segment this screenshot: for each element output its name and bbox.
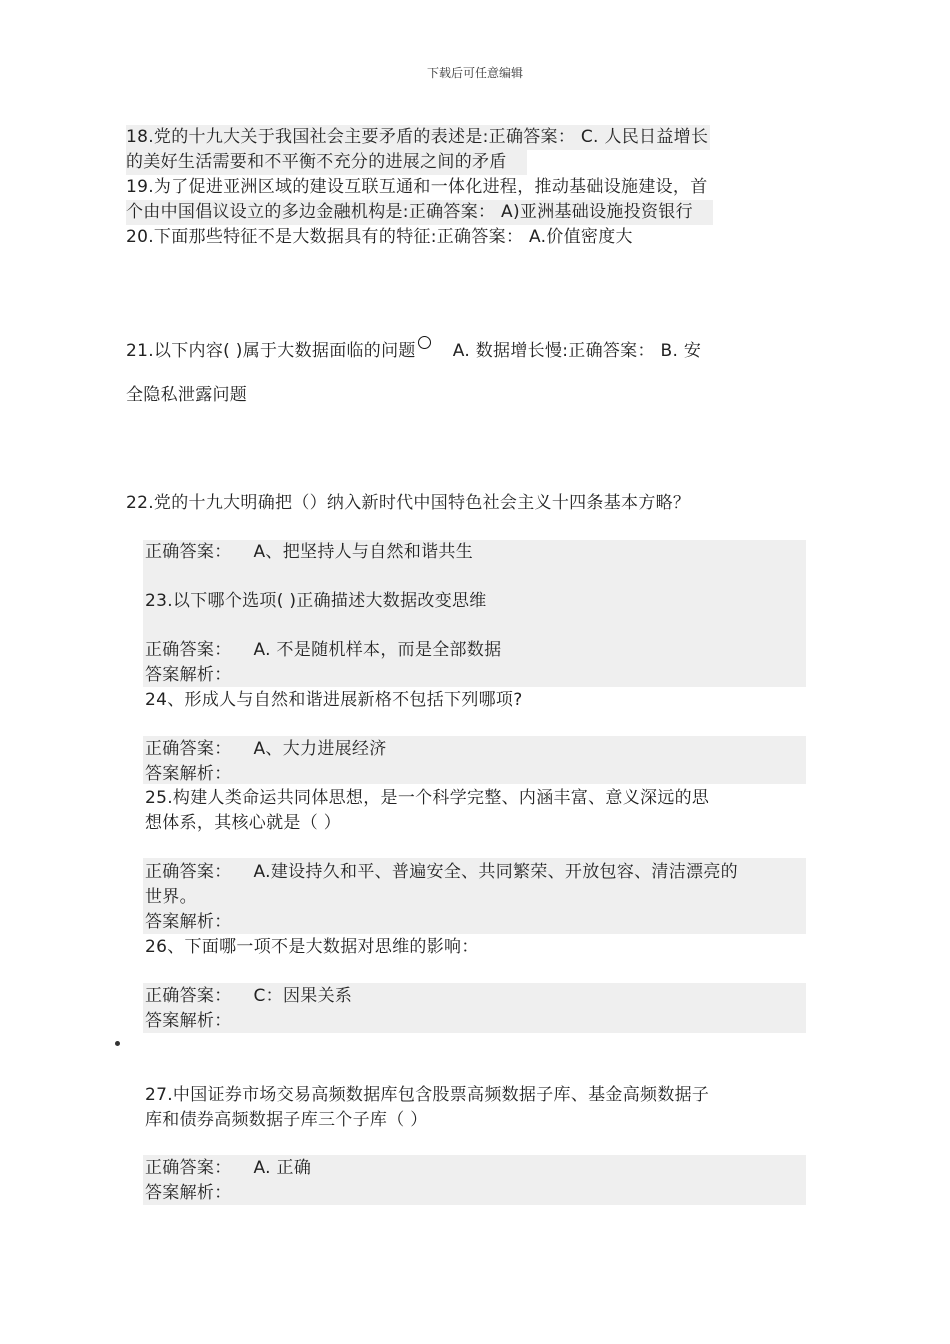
answer-text: A、把坚持人与自然和谐共生 — [253, 542, 474, 562]
answer-text: C：因果关系 — [253, 986, 353, 1006]
q21-line1 — [126, 339, 701, 364]
page-header: 下载后可任意编辑 — [426, 66, 523, 80]
q23-question: 23.以下哪个选项( )正确描述大数据改变思维 — [145, 591, 487, 611]
q21-line2: 全隐私泄露问题 — [126, 385, 248, 405]
q18-line2: 的美好生活需要和不平衡不充分的进展之间的矛盾 — [126, 150, 527, 175]
answer-label: 正确答案： — [145, 640, 232, 660]
q24-analysis: 答案解析： — [145, 764, 232, 784]
q20-line: 20.下面那些特征不是大数据具有的特征:正确答案： A.价值密度大 — [126, 227, 633, 247]
answer-label: 正确答案： — [145, 1158, 232, 1178]
circle-mark-icon — [418, 336, 431, 349]
q23-analysis: 答案解析： — [145, 665, 232, 685]
q25-answer-line1 — [145, 860, 738, 885]
q21-question: 21.以下内容( )属于大数据面临的问题 — [126, 341, 416, 361]
answer-text: A.建设持久和平、普遍安全、共同繁荣、开放包容、清洁漂亮的 — [253, 862, 738, 882]
q22-question: 22.党的十九大明确把（）纳入新时代中国特色社会主义十四条基本方略？ — [126, 493, 691, 513]
answer-label: 正确答案： — [145, 986, 232, 1006]
answer-label: 正确答案： — [145, 739, 232, 759]
q18-line1: 18.党的十九大关于我国社会主要矛盾的表述是:正确答案： C. 人民日益增长 — [126, 125, 710, 150]
bullet-icon — [115, 1041, 120, 1046]
q24-answer — [145, 737, 387, 762]
answer-text: A. 正确 — [253, 1158, 312, 1178]
q24-question: 24、形成人与自然和谐进展新格不包括下列哪项? — [145, 690, 523, 710]
q25-question-line2: 想体系，其核心就是（ ） — [145, 813, 342, 833]
q26-question: 26、下面哪一项不是大数据对思维的影响： — [145, 937, 479, 957]
answer-text: A、大力进展经济 — [253, 739, 387, 759]
q25-question-line1: 25.构建人类命运共同体思想，是一个科学完整、内涵丰富、意义深远的思 — [145, 788, 710, 808]
q27-question-line1: 27.中国证券市场交易高频数据库包含股票高频数据子库、基金高频数据子 — [145, 1085, 710, 1105]
q19-line1: 19.为了促进亚洲区域的建设互联互通和一体化进程，推动基础设施建设，首 — [126, 177, 708, 197]
q25-answer-line2: 世界。 — [145, 887, 197, 907]
q27-answer — [145, 1156, 311, 1181]
answer-label: 正确答案： — [145, 862, 232, 882]
q26-answer — [145, 984, 352, 1009]
q26-analysis: 答案解析： — [145, 1011, 232, 1031]
answer-text: A. 不是随机样本，而是全部数据 — [253, 640, 502, 660]
q23-answer — [145, 638, 501, 663]
answer-label: 正确答案： — [145, 542, 232, 562]
q21-answer: A. 数据增长慢:正确答案： B. 安 — [452, 341, 702, 361]
q27-analysis: 答案解析： — [145, 1183, 232, 1203]
q22-answer — [145, 540, 473, 565]
q25-analysis: 答案解析： — [145, 912, 232, 932]
q19-line2: 个由中国倡议设立的多边金融机构是:正确答案： A)亚洲基础设施投资银行 — [126, 200, 713, 225]
q27-question-line2: 库和债券高频数据子库三个子库（ ） — [145, 1110, 428, 1130]
